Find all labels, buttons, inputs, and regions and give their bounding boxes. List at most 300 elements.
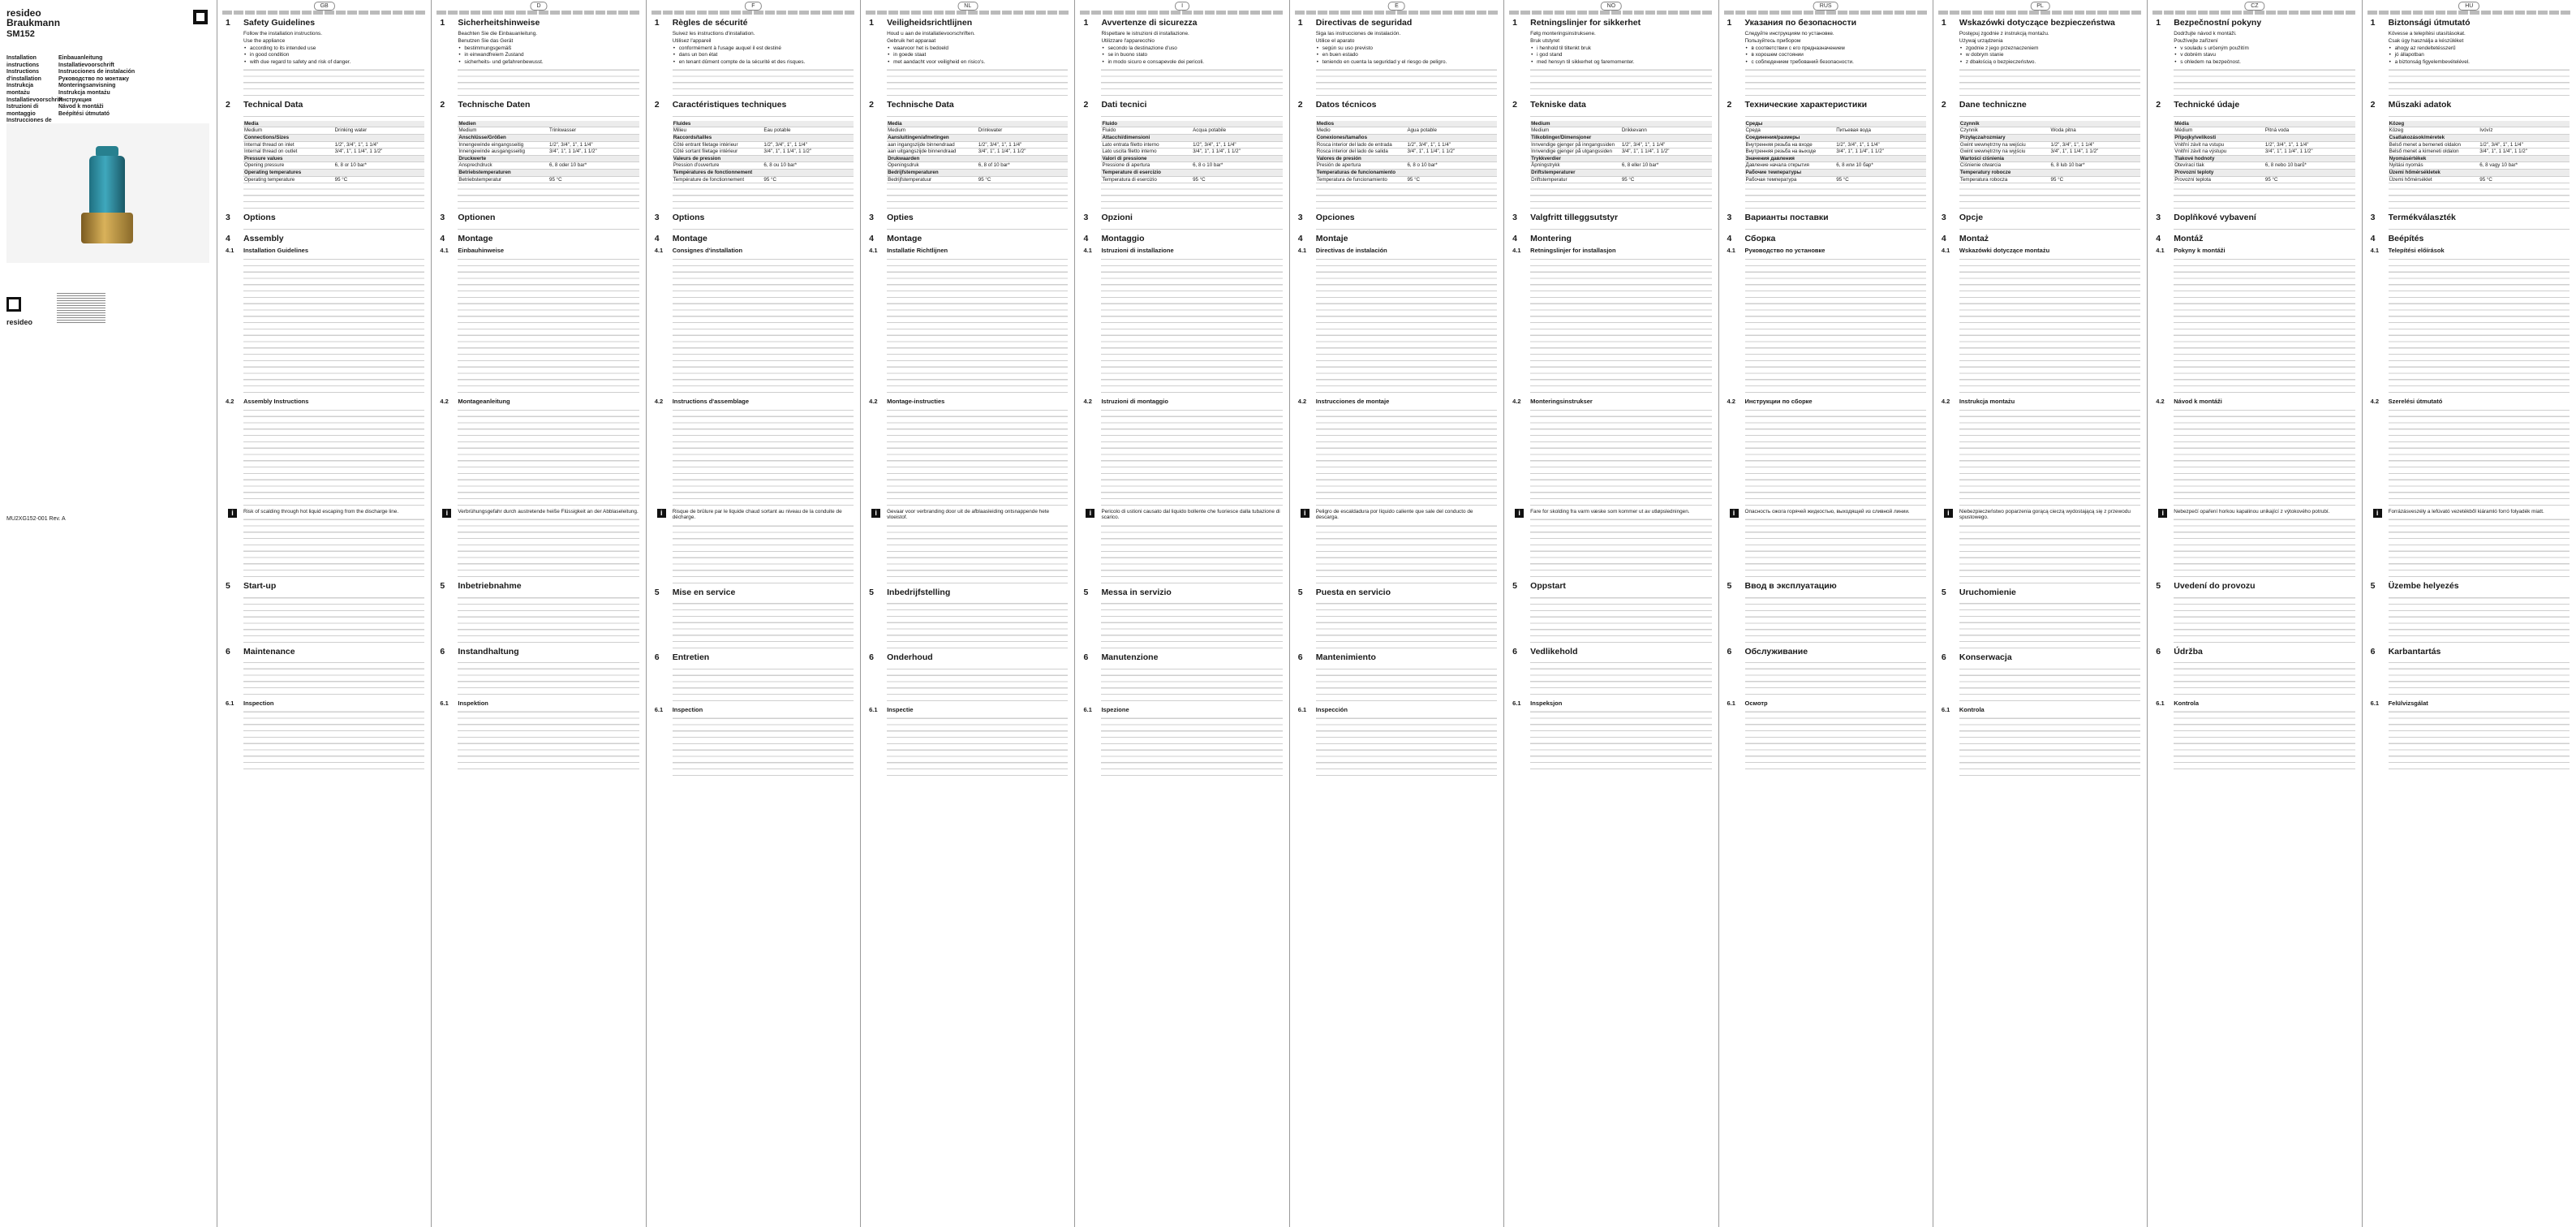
section-number: 6.1 xyxy=(1297,706,1307,714)
bullet-item: • waarvoor het is bedoeld xyxy=(893,45,1068,52)
section-heading xyxy=(1727,18,1926,28)
section-number: 6 xyxy=(226,646,230,657)
table-cell-key: Přípojky/velikosti xyxy=(2174,134,2264,141)
table-cell-value: 95 °C xyxy=(2264,176,2355,183)
table-cell-value: 1/2", 3/4", 1", 1 1/4" xyxy=(548,141,639,149)
instruction-language-item: Руководство по монтажу xyxy=(58,75,129,82)
table-cell-value: Drinking water xyxy=(334,127,425,135)
table-cell-key: Medien xyxy=(458,121,548,127)
section-title: Termékválaszték xyxy=(2388,213,2456,223)
language-tab: RUS xyxy=(1813,2,1838,11)
section-number: 1 xyxy=(1941,18,1946,28)
section-heading xyxy=(2156,234,2355,244)
info-icon: i xyxy=(1515,509,1524,518)
subsection-heading xyxy=(869,398,1068,406)
table-row xyxy=(458,127,639,135)
info-icon: i xyxy=(2158,509,2167,518)
section-number: 4 xyxy=(1512,234,1517,244)
subsection-heading xyxy=(1727,247,1926,255)
section-number: 1 xyxy=(440,18,445,28)
section-number: 6 xyxy=(440,646,445,657)
caution-note xyxy=(1947,508,2140,522)
table-cell-value xyxy=(2050,169,2141,176)
section-title: Opciones xyxy=(1315,213,1355,223)
table-cell-value xyxy=(334,134,425,141)
body-text-block xyxy=(458,660,639,698)
subsection-heading xyxy=(2371,398,2570,406)
section-number: 5 xyxy=(1297,588,1303,598)
table-row xyxy=(2174,162,2355,170)
table-cell-key: Temperatura di esercizio xyxy=(1101,176,1192,183)
table-row xyxy=(1316,176,1497,183)
bullet-item: • teniendo en cuenta la seguridad y el riesgo de peligro. xyxy=(1322,59,1497,66)
section-title: Onderhoud xyxy=(887,652,933,663)
table-row xyxy=(673,134,854,141)
section-number: 5 xyxy=(654,588,660,598)
brand-name xyxy=(6,8,60,28)
table-cell-key: Üzemi hőmérsékletek xyxy=(2389,169,2479,176)
section-title: Biztonsági útmutató xyxy=(2388,18,2471,28)
body-text: Suivez les instructions d'installation. xyxy=(672,31,755,37)
language-tab: GB xyxy=(314,2,335,11)
language-column xyxy=(2148,0,2362,1227)
info-icon: i xyxy=(1301,509,1310,518)
body-text-block xyxy=(1530,67,1711,98)
section-heading xyxy=(655,234,854,244)
header-stripe-icon xyxy=(1080,11,1284,15)
table-cell-value: 95 °C xyxy=(548,176,639,183)
table-cell-key: Lato uscita filetto interno xyxy=(1101,149,1192,156)
section-number: 4.2 xyxy=(1083,397,1092,405)
bullet-item: • i henhold til tiltenkt bruk xyxy=(1537,45,1711,52)
section-heading xyxy=(1083,234,1282,244)
resideo-wordmark: resideo xyxy=(6,318,33,326)
table-cell-key: Temperature di esercizio xyxy=(1101,169,1192,176)
body-text-block xyxy=(458,594,639,644)
body-text-block xyxy=(1316,113,1497,119)
section-title: Einbauhinweise xyxy=(458,247,505,255)
subsection-heading xyxy=(1512,247,1711,255)
table-cell-value: 1/2", 3/4", 1", 1 1/4" xyxy=(2479,141,2570,149)
info-icon: i xyxy=(871,509,880,518)
table-cell-key: Ciśnienie otwarcia xyxy=(1959,162,2050,170)
body-text: Benutzen Sie das Gerät xyxy=(458,37,514,44)
caution-note xyxy=(1089,508,1282,522)
table-cell-value: 1/2", 3/4", 1", 1 1/4" xyxy=(2050,141,2141,149)
bullet-item: • jó állapotban xyxy=(2395,52,2570,58)
section-heading xyxy=(655,18,854,28)
section-number: 4 xyxy=(1941,234,1946,244)
table-row xyxy=(1101,169,1282,176)
subsection-heading xyxy=(1083,398,1282,406)
table-cell-key: Betriebstemperatur xyxy=(458,176,548,183)
language-column xyxy=(1933,0,2148,1227)
caution-text: Fare for skolding fra varm væske som kommer ut av utløpsledningen. xyxy=(1530,508,1690,514)
section-title: Oppstart xyxy=(1530,581,1566,592)
table-cell-key: Vnitřní závit na výstupu xyxy=(2174,149,2264,156)
section-title: Montageanleitung xyxy=(458,397,510,405)
table-row xyxy=(673,141,854,149)
section-title: Kontrola xyxy=(1959,706,1985,714)
table-cell-value xyxy=(763,134,854,141)
table-cell-key: aan ingangszijde binnendraad xyxy=(887,141,978,149)
section-heading xyxy=(1512,647,1711,657)
section-number: 1 xyxy=(654,18,660,28)
technical-data-table xyxy=(1959,121,2140,183)
section-title: Start-up xyxy=(243,581,277,592)
section-number: 3 xyxy=(440,213,445,223)
table-row xyxy=(1745,141,1926,149)
table-row xyxy=(1959,176,2140,183)
section-title: Руководство по установке xyxy=(1744,247,1826,255)
column-content xyxy=(440,16,639,1221)
section-title: Tekniske data xyxy=(1530,99,1586,110)
section-heading xyxy=(1727,581,1926,592)
table-row xyxy=(1101,176,1282,183)
table-cell-value xyxy=(1192,169,1283,176)
header-stripe-icon xyxy=(866,11,1069,15)
table-row xyxy=(1745,134,1926,141)
section-title: Technische Daten xyxy=(458,99,531,110)
language-column xyxy=(1290,0,1504,1227)
table-cell-key: Tlakové hodnoty xyxy=(2174,155,2264,162)
section-title: Retningslinjer for sikkerhet xyxy=(1530,18,1641,28)
section-title: Options xyxy=(672,213,705,223)
table-cell-key: Openingsdruk xyxy=(887,162,978,170)
section-number: 2 xyxy=(654,99,660,110)
body-text-block xyxy=(458,113,639,119)
section-number: 6 xyxy=(1727,646,1732,657)
table-cell-key: Media xyxy=(887,121,978,127)
column-content xyxy=(2371,16,2570,1221)
table-cell-value xyxy=(978,121,1069,127)
valve-base-icon xyxy=(81,213,133,243)
section-title: Műszaki adatok xyxy=(2388,99,2452,110)
section-title: Beépítés xyxy=(2388,234,2424,244)
bullet-item: • en buen estado xyxy=(1322,52,1497,58)
body-text-block xyxy=(887,523,1068,586)
technical-data-table xyxy=(887,121,1068,183)
caution-note xyxy=(660,508,854,522)
table-cell-value xyxy=(1406,134,1497,141)
body-text: Use the appliance xyxy=(243,37,286,44)
table-row xyxy=(673,127,854,135)
table-cell-value xyxy=(1621,155,1712,162)
table-cell-key: Czynnik xyxy=(1959,121,2050,127)
section-title: Assembly xyxy=(243,234,284,244)
body-text: Rispettare le istruzioni di installazione. xyxy=(1101,31,1189,37)
table-cell-key: Давление начала открытия xyxy=(1745,162,1836,170)
section-number: 2 xyxy=(1512,99,1517,110)
table-row xyxy=(458,176,639,183)
section-heading xyxy=(1727,100,1926,110)
table-row xyxy=(1530,162,1711,170)
table-row xyxy=(1316,169,1497,176)
body-text-block xyxy=(1101,715,1282,778)
section-title: Règles de sécurité xyxy=(672,18,748,28)
table-cell-value: 95 °C xyxy=(1192,176,1283,183)
table-row xyxy=(458,155,639,162)
table-cell-value: 3/4", 1", 1 1/4", 1 1/2" xyxy=(1192,149,1283,156)
section-number: 1 xyxy=(869,18,874,28)
section-number: 4.1 xyxy=(226,247,234,255)
section-number: 4 xyxy=(869,234,874,244)
section-number: 4.2 xyxy=(654,397,664,405)
section-number: 5 xyxy=(1941,588,1946,598)
section-number: 3 xyxy=(1297,213,1303,223)
table-cell-value xyxy=(548,169,639,176)
table-row xyxy=(2174,155,2355,162)
section-number: 6 xyxy=(1297,652,1303,663)
subsection-heading xyxy=(655,706,854,714)
section-title: Dane techniczne xyxy=(1959,99,2027,110)
section-heading xyxy=(440,581,639,592)
section-title: Instandhaltung xyxy=(458,646,519,657)
section-number: 5 xyxy=(1512,581,1517,592)
bullet-item: • a biztonság figyelembevételével. xyxy=(2395,59,2570,66)
section-heading xyxy=(655,100,854,110)
table-cell-value: 3/4", 1", 1 1/4", 1 1/2" xyxy=(2050,149,2141,156)
body-text: Follow the installation instructions. xyxy=(243,31,322,37)
body-text-block xyxy=(1316,256,1497,395)
table-cell-value: 95 °C xyxy=(1835,176,1926,183)
caution-note xyxy=(2161,508,2355,517)
table-row xyxy=(458,134,639,141)
table-cell-value xyxy=(1835,134,1926,141)
section-title: Inspection xyxy=(672,706,703,714)
section-number: 4.2 xyxy=(226,397,234,405)
section-number: 2 xyxy=(2370,99,2376,110)
section-title: Ispezione xyxy=(1101,706,1129,714)
bullet-item: • в хорошем состоянии xyxy=(1752,52,1926,58)
section-number: 6 xyxy=(2370,646,2376,657)
section-number: 2 xyxy=(1083,99,1089,110)
table-row xyxy=(1530,155,1711,162)
table-cell-key: Aansluitingen/afmetingen xyxy=(887,134,978,141)
body-text-block xyxy=(1959,665,2140,704)
section-number: 6 xyxy=(1512,646,1517,657)
body-text-block xyxy=(1530,516,1711,579)
body-text-block xyxy=(673,67,854,98)
column-content xyxy=(2156,16,2355,1221)
table-cell-key: Média xyxy=(2174,121,2264,127)
body-text-block xyxy=(1959,256,2140,395)
table-row xyxy=(243,155,424,162)
table-cell-value: 6, 8 или 10 бар* xyxy=(1835,162,1926,170)
section-number: 6.1 xyxy=(869,706,878,714)
body-text-block xyxy=(887,256,1068,395)
body-text: Utilizzare l'apparecchio xyxy=(1101,37,1155,44)
section-number: 4.2 xyxy=(1297,397,1307,405)
language-column xyxy=(1075,0,1289,1227)
table-cell-value: 3/4", 1", 1 1/4", 1 1/2" xyxy=(334,149,425,156)
language-tab: HU xyxy=(2458,2,2479,11)
section-heading xyxy=(226,18,424,28)
subsection-heading xyxy=(1942,398,2140,406)
body-text-block xyxy=(458,708,639,772)
body-text-block xyxy=(243,67,424,98)
section-title: Istruzioni di montaggio xyxy=(1101,397,1168,405)
resideo-mark-icon xyxy=(6,297,21,312)
table-cell-key: Ansprechdruck xyxy=(458,162,548,170)
table-row xyxy=(1101,155,1282,162)
body-text-block xyxy=(1745,186,1926,211)
section-title: Szerelési útmutató xyxy=(2388,397,2443,405)
column-content xyxy=(1727,16,1926,1221)
table-cell-value: 6, 8 ou 10 bar* xyxy=(763,162,854,170)
language-column xyxy=(2363,0,2576,1227)
section-title: Felülvizsgálat xyxy=(2388,700,2428,708)
body-text-block xyxy=(1745,407,1926,508)
subsection-heading xyxy=(1083,247,1282,255)
table-row xyxy=(1101,121,1282,127)
table-row xyxy=(1316,121,1497,127)
brand-resideo: resideo xyxy=(6,7,41,19)
table-row xyxy=(1745,121,1926,127)
section-number: 4 xyxy=(654,234,660,244)
table-cell-value xyxy=(548,155,639,162)
language-tab: CZ xyxy=(2244,2,2264,11)
section-title: Ввод в эксплуатацию xyxy=(1744,581,1837,592)
section-title: Technical Data xyxy=(243,99,303,110)
section-title: Manutenzione xyxy=(1101,652,1159,663)
table-row xyxy=(1530,127,1711,135)
table-cell-value: Drikkevann xyxy=(1621,127,1712,135)
section-number: 2 xyxy=(869,99,874,110)
section-number: 4.1 xyxy=(869,247,878,255)
language-tab: NO xyxy=(1601,2,1623,11)
body-text: Używaj urządzenia xyxy=(1959,37,2003,44)
instruction-language-item: Monteringsanvisning xyxy=(58,83,116,89)
table-row xyxy=(887,162,1068,170)
body-text: Houd u aan de installatievoorschriften. xyxy=(887,31,975,37)
section-heading xyxy=(869,588,1068,598)
table-cell-value: Питьевая вода xyxy=(1835,127,1926,135)
table-cell-value xyxy=(2479,155,2570,162)
section-heading xyxy=(655,652,854,663)
section-title: Monteringsinstrukser xyxy=(1530,397,1593,405)
body-text-block xyxy=(1530,226,1711,232)
caution-text: Risk of scalding through hot liquid escaping from the discharge line. xyxy=(243,508,399,514)
table-cell-value: Woda pitna xyxy=(2050,127,2141,135)
table-cell-value xyxy=(763,121,854,127)
table-cell-value xyxy=(2264,134,2355,141)
caution-note xyxy=(231,508,424,517)
subsection-heading xyxy=(1298,706,1497,714)
body-text-block xyxy=(1959,226,2140,232)
section-number: 6 xyxy=(1941,652,1946,663)
section-title: Montage xyxy=(887,234,922,244)
table-cell-key: Driftstemperaturer xyxy=(1530,169,1621,176)
body-text-block xyxy=(887,186,1068,211)
body-text: Følg monteringsinstruksene. xyxy=(1530,31,1596,37)
language-column xyxy=(647,0,861,1227)
table-cell-key: Innengewinde ausgangsseitig xyxy=(458,149,548,156)
section-title: Technické údaje xyxy=(2174,99,2240,110)
body-text-block xyxy=(1530,594,1711,644)
table-cell-value xyxy=(1406,121,1497,127)
section-heading xyxy=(869,213,1068,223)
body-text-block xyxy=(1101,665,1282,704)
caution-text: Risque de brûlure par le liquide chaud sortant au niveau de la conduite de décharge. xyxy=(672,508,842,521)
section-heading xyxy=(869,234,1068,244)
table-row xyxy=(1959,169,2140,176)
section-title: Wskazówki dotyczące bezpieczeństwa xyxy=(1959,18,2115,28)
body-text-block xyxy=(887,407,1068,508)
bullet-item: • según su uso previsto xyxy=(1322,45,1497,52)
table-cell-value: 6, 8 lub 10 bar* xyxy=(2050,162,2141,170)
section-title: Pokyny k montáži xyxy=(2174,247,2226,255)
section-number: 4.1 xyxy=(440,247,449,255)
product-code: SM152 xyxy=(6,29,35,39)
table-cell-key: Operating temperature xyxy=(243,176,334,183)
instructions-list-right xyxy=(58,55,140,118)
section-title: Осмотр xyxy=(1744,700,1768,708)
section-number: 4.1 xyxy=(2370,247,2380,255)
table-cell-value: 1/2", 3/4", 1", 1 1/4" xyxy=(1835,141,1926,149)
bullet-item: • v dobrém stavu xyxy=(2180,52,2355,58)
table-cell-value xyxy=(334,169,425,176)
cover-panel xyxy=(0,0,217,1227)
header-stripe-icon xyxy=(1724,11,1928,15)
table-cell-key: Attacchi/dimensioni xyxy=(1101,134,1192,141)
subsection-heading xyxy=(226,247,424,255)
table-row xyxy=(1101,162,1282,170)
section-title: Üzembe helyezés xyxy=(2388,581,2459,592)
body-text-block xyxy=(1530,708,1711,772)
body-text-block xyxy=(1745,708,1926,772)
info-icon: i xyxy=(2373,509,2382,518)
section-title: Caractéristiques techniques xyxy=(672,99,787,110)
bullet-item: • zgodnie z jego przeznaczeniem xyxy=(1966,45,2140,52)
table-cell-value xyxy=(548,134,639,141)
table-row xyxy=(1530,169,1711,176)
section-title: Valgfritt tilleggsutstyr xyxy=(1530,213,1619,223)
table-cell-key: Wartości ciśnienia xyxy=(1959,155,2050,162)
bullet-item: • dans un bon état xyxy=(679,52,854,58)
body-text-block xyxy=(1745,113,1926,119)
body-text-block xyxy=(673,407,854,508)
body-text-block xyxy=(1959,715,2140,778)
section-number: 4.2 xyxy=(1727,397,1735,405)
section-number: 4.1 xyxy=(1727,247,1735,255)
section-title: Montage xyxy=(672,234,707,244)
section-number: 6.1 xyxy=(226,700,234,708)
table-cell-key: Рабочие температуры xyxy=(1745,169,1836,176)
section-heading xyxy=(226,581,424,592)
table-cell-value xyxy=(978,169,1069,176)
table-row xyxy=(2389,134,2570,141)
table-row xyxy=(1316,149,1497,156)
section-heading xyxy=(1727,213,1926,223)
table-cell-key: Значения давления xyxy=(1745,155,1836,162)
table-cell-key: Среды xyxy=(1745,121,1836,127)
table-row xyxy=(458,141,639,149)
bullet-item: • z dbałością o bezpieczeństwo. xyxy=(1966,59,2140,66)
bullet-item: • in good condition xyxy=(250,52,424,58)
table-cell-key: Innvendige gjenger på utgangssiden xyxy=(1530,149,1621,156)
section-title: Opties xyxy=(887,213,914,223)
table-cell-value: 3/4", 1", 1 1/4", 1 1/2" xyxy=(2264,149,2355,156)
language-tab: E xyxy=(1388,2,1405,11)
body-text-block xyxy=(673,601,854,651)
table-cell-key: Connections/Sizes xyxy=(243,134,334,141)
body-text: Kövesse a telepítési utasításokat. xyxy=(2388,31,2466,37)
section-heading xyxy=(1942,588,2140,598)
body-text-block xyxy=(1959,523,2140,586)
body-text-block xyxy=(458,226,639,232)
language-column xyxy=(1719,0,1933,1227)
